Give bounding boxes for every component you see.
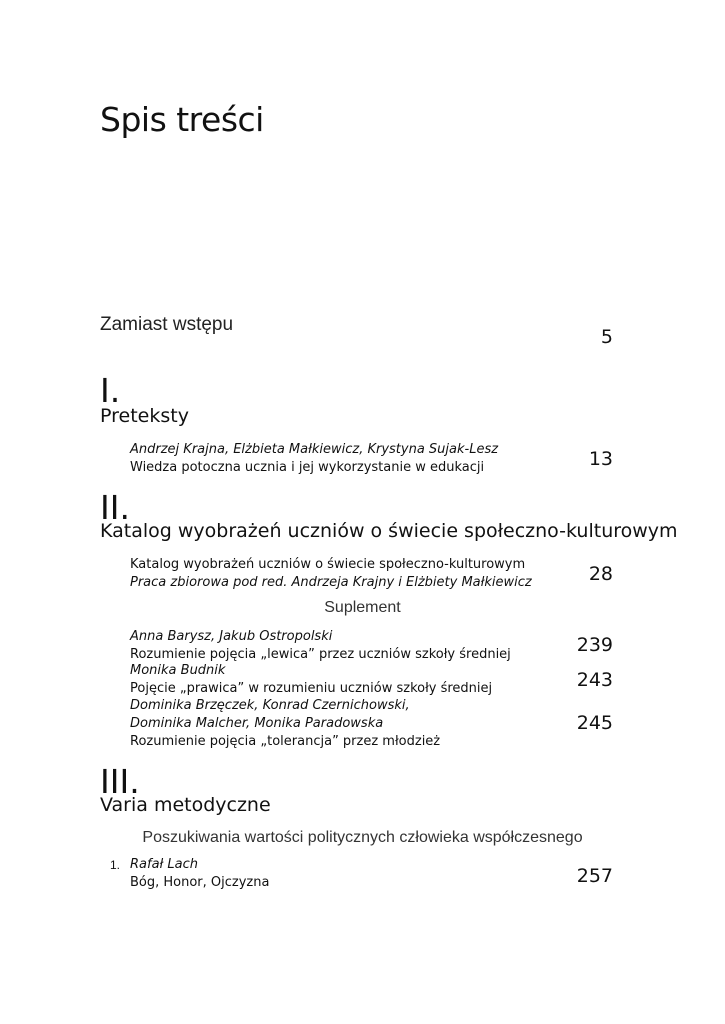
intro-page-number: 5 [600,326,613,348]
supplement-title: Rozumienie pojęcia „tolerancja” przez młodzież [130,734,441,749]
section-3-subtitle: Poszukiwania wartości politycznych człowieka współczesnego [142,829,583,846]
supplement-page-number: 243 [576,669,613,691]
section-3-numeral: III. [100,762,140,801]
supplement-heading: Suplement [324,599,401,616]
section-1-title: Preteksty [100,405,189,427]
supplement-authors: Monika Budnik [130,663,226,678]
section-1-numeral: I. [100,371,121,410]
entry-title: Wiedza potoczna ucznia i jej wykorzystanie w edukacji [130,460,485,475]
entry-page-number: 257 [576,865,613,887]
entry-page-number: 28 [588,563,613,585]
supplement-authors: Anna Barysz, Jakub Ostropolski [130,629,333,644]
entry-title: Bóg, Honor, Ojczyzna [130,875,270,890]
section-2-numeral: II. [100,488,130,527]
entry-number: 1. [110,858,121,872]
supplement-authors-continued: Dominika Malcher, Monika Paradowska [130,716,384,731]
entry-editors: Praca zbiorowa pod red. Andrzeja Krajny i Elżbiety Małkiewicz [130,575,532,590]
entry-page-number: 13 [588,448,613,470]
entry-authors: Rafał Lach [130,857,199,872]
section-3-title: Varia metodyczne [100,794,271,816]
entry-authors: Andrzej Krajna, Elżbieta Małkiewicz, Krystyna Sujak-Lesz [130,442,499,457]
intro-label: Zamiast wstępu [100,314,234,335]
supplement-page-number: 239 [576,634,613,656]
page-title: Spis treści [100,100,264,139]
supplement-authors: Dominika Brzęczek, Konrad Czernichowski, [130,698,410,713]
supplement-page-number: 245 [576,712,613,734]
supplement-title: Rozumienie pojęcia „lewica” przez uczniów szkoły średniej [130,647,511,662]
entry-title: Katalog wyobrażeń uczniów o świecie społeczno-kulturowym [130,557,526,572]
supplement-title: Pojęcie „prawica” w rozumieniu uczniów szkoły średniej [130,681,493,696]
section-2-title: Katalog wyobrażeń uczniów o świecie społeczno-kulturowym [100,520,678,542]
